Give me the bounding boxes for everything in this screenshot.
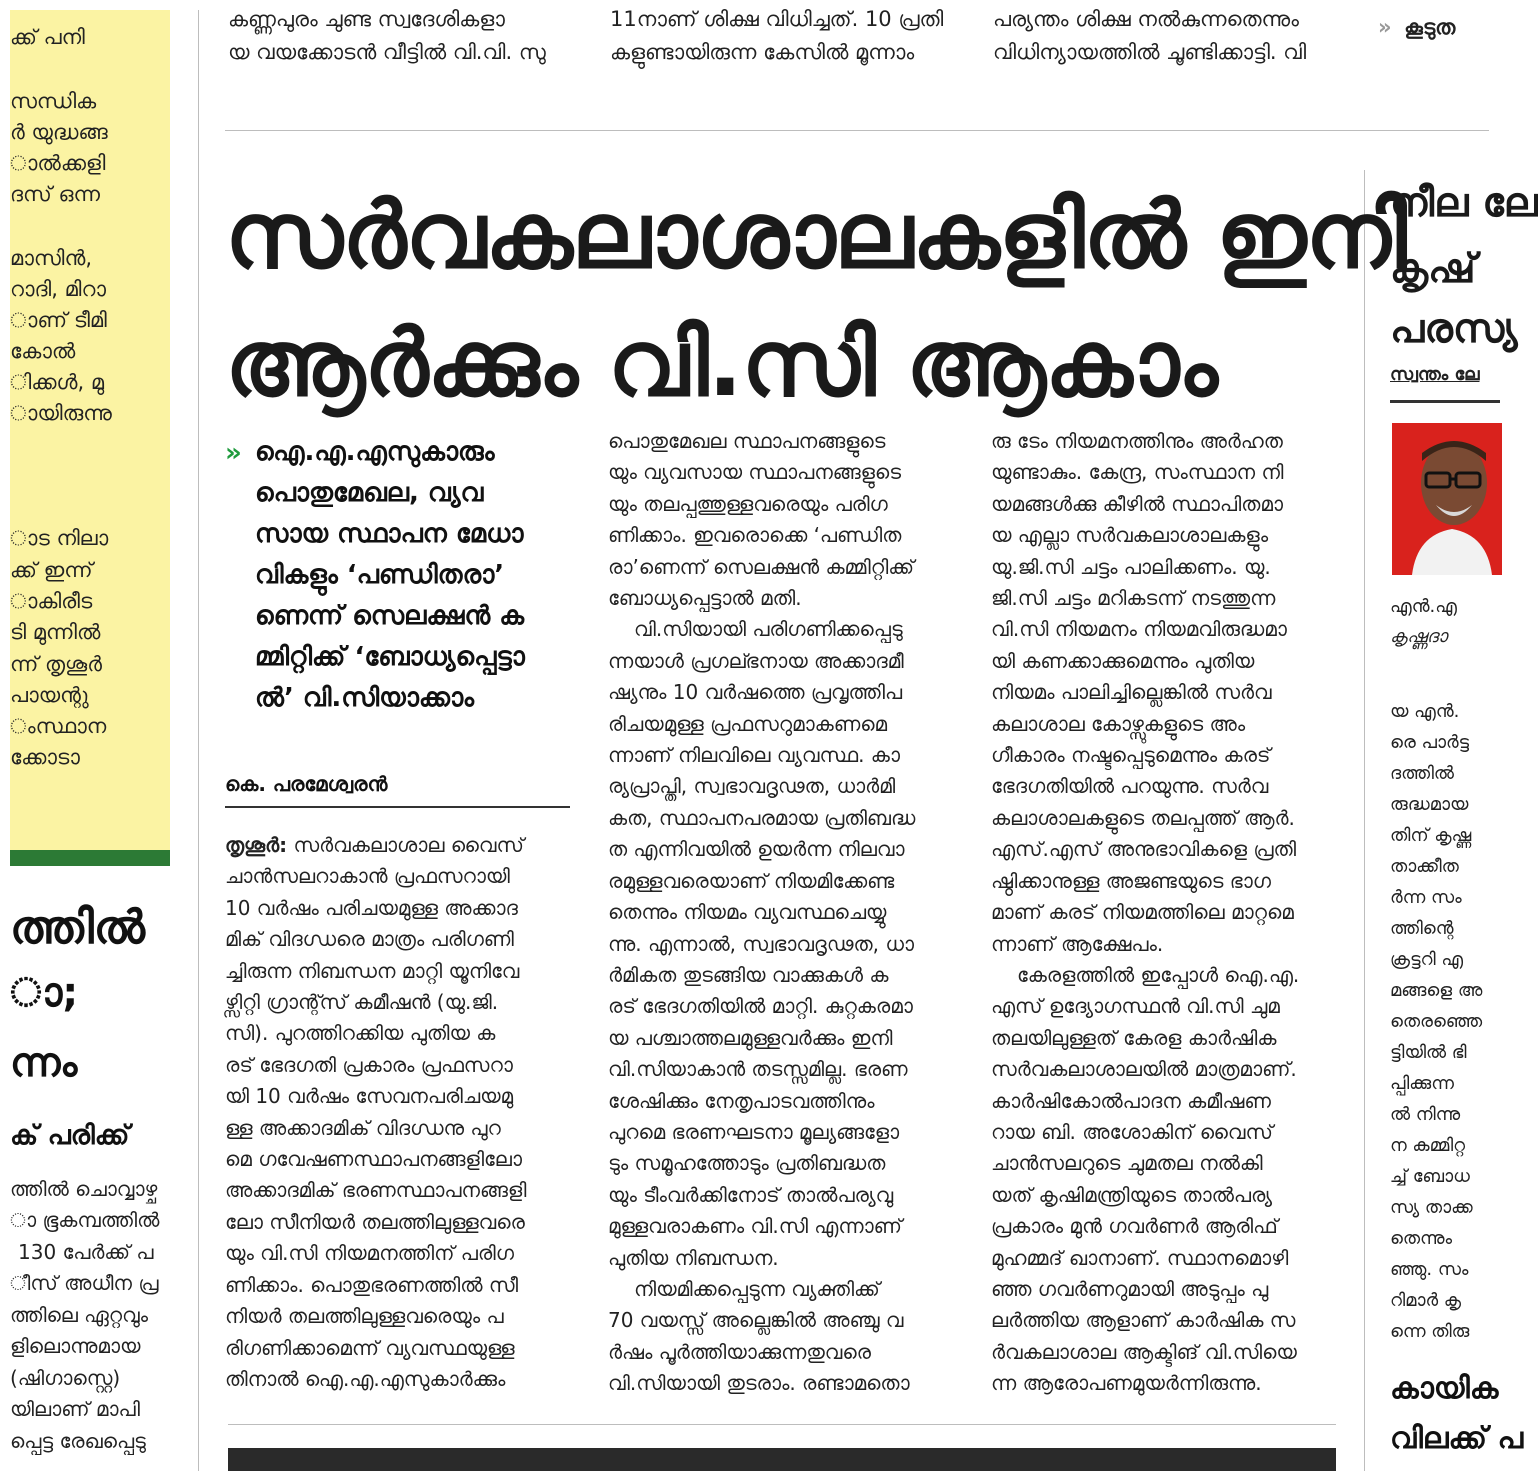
article-line: രമുള്ളവരെയാണ് നിയമിക്കേണ്ട [608, 868, 895, 893]
right-article-line: യ എൻ. [1390, 701, 1460, 722]
article-line: രട് ഭേദഗതി പ്രകാരം പ്രഫസറാ [225, 1052, 513, 1077]
right-article-line: ക്രട്ടറി എ [1390, 949, 1464, 970]
left-strip-line: ക്ക് ഇന്ന് [10, 558, 93, 582]
article-line: ഭേദഗതിയിൽ പറയുന്നു. സർവ [991, 774, 1269, 799]
right-article-line: താക്കീത [1390, 856, 1459, 877]
left-strip-line: ാൽക്കളി [10, 151, 106, 175]
right-article-line: സ്യ താക്ക [1390, 1197, 1473, 1218]
article-line: തലയിലുള്ളത് കേരള കാർഷിക [991, 1025, 1277, 1050]
article-line: യു.ജി.സി ചട്ടം പാലിക്കണം. യു. [991, 554, 1271, 579]
left-strip-line: ക്കോടാ [10, 745, 80, 769]
article-line: റായ ബി. അശോകിന് വൈസ് [991, 1119, 1273, 1144]
article-line: ർഷം പൂർത്തിയാക്കുന്നതുവരെ [608, 1339, 871, 1364]
top-story-line: 11നാണ് ശിക്ഷ വിധിച്ചത്. 10 പ്രതി [610, 7, 944, 31]
left-strip-line: കോൽ [10, 339, 76, 363]
article-line: രിചയമുള്ള പ്രഫസറുമാകണമെ [608, 711, 888, 736]
left-strip-line: ർ യുദ്ധങ്ങ [10, 120, 108, 144]
article-line: മെ ഗവേഷണസ്ഥാപനങ്ങളിലോ [225, 1147, 522, 1172]
article-line: ഞ്ഞ ഗവർണറുമായി അടുപ്പം പു [991, 1276, 1269, 1301]
left-sidebar-story [10, 10, 170, 860]
left-strip-line: ന്ന് തൃശൂർ [10, 652, 102, 676]
left-strip-line: ാണ് ടീമി [10, 308, 107, 332]
article-line: വി.സിയായി പരിഗണിക്കപ്പെടു [634, 617, 903, 642]
left-lower-line: ളിലൊന്നുമായ [10, 1334, 141, 1358]
article-line: ബോധ്യപ്പെട്ടാൽ മതി. [608, 586, 802, 611]
section-rule [225, 130, 1489, 131]
article-line: ത എന്നിവയിൽ ഉയർന്ന നിലവാ [608, 837, 905, 862]
right-article-line: ന്നെ തിരു [1390, 1321, 1470, 1342]
more-news-label: കൂടുത [1404, 15, 1456, 39]
article-line: ഷ്യനും 10 വർഷത്തെ പ്രവൃത്തിപ [608, 680, 903, 705]
right-article-line: മങ്ങളെ അ [1390, 980, 1483, 1001]
top-story-line: യ വയക്കോടൻ വീട്ടിൽ വി.വി. സു [228, 40, 546, 64]
left-strip-line: ക്ക് പനി [10, 25, 85, 49]
right-article-line: രുദ്ധമായ [1390, 794, 1469, 815]
left-lower-line: പ്പെട്ട രേഖപ്പെടു [10, 1429, 146, 1453]
byline: കെ. പരമേശ്വരൻ [225, 772, 388, 796]
article-line: തിനാൽ ഐ.എ.എസുകാർക്കും [225, 1366, 506, 1391]
article-line: ന്നയാൾ പ്രഗല്ഭനായ അക്കാദമീ [608, 648, 904, 673]
article-line: രാ’ണെന്ന് സെലക്ഷൻ കമ്മിറ്റിക്ക് [608, 554, 915, 579]
right-sidebar-story [1365, 168, 1538, 1471]
article-line: യും വി.സി നിയമനത്തിന് പരിഗ [225, 1241, 514, 1266]
highlight-line: ഐ.എ.എസുകാരും [255, 437, 495, 467]
article-line: യും തലപ്പത്തുള്ളവരെയും പരിഗ [608, 491, 888, 516]
left-lower-headline: ാ; [10, 970, 79, 1016]
left-strip-line: ാകിരീട [10, 589, 93, 613]
left-lower-line: യിലാണ് മാപി [10, 1397, 140, 1421]
highlight-line: ണെന്ന് സെലക്ഷൻ ക [255, 601, 525, 631]
article-line: അക്കാദമിക് ഭരണസ്ഥാപനങ്ങളി [225, 1178, 527, 1203]
top-story-line: വിധിന്യായത്തിൽ ചൂണ്ടിക്കാട്ടി. വി [993, 40, 1307, 64]
article-line: ന്ന ആരോപണമുയർന്നിരുന്നു. [991, 1371, 1262, 1396]
more-news-link[interactable] [1378, 12, 1455, 42]
right-article-line: ഞ്ഞു. സം [1390, 1259, 1469, 1280]
right-article-line: ൽ നിന്നു [1390, 1104, 1461, 1125]
left-lower-story [10, 890, 175, 1470]
article-line: ർവകലാശാല ആക്ടിങ് വി.സിയെ [991, 1339, 1297, 1364]
left-strip-line: ായിരുന്നു [10, 401, 112, 425]
left-lower-line: (ഷിഗാസ്റ്റെ) [10, 1366, 121, 1390]
article-line: വി.സി നിയമനം നിയമവിരുദ്ധമാ [991, 617, 1287, 642]
portrait-photo [1392, 423, 1502, 575]
main-headline [225, 180, 1406, 420]
right-article-line: ന കമ്മിറ്റ [1390, 1135, 1466, 1156]
left-lower-line: ാ ഭൂകമ്പത്തിൽ [10, 1208, 160, 1232]
dateline: തൃശൂർ: [225, 833, 288, 857]
left-lower-line: ീസ് അധീന പ്ര [10, 1271, 159, 1295]
right-headline-line: പരസ്യ [1390, 306, 1518, 352]
article-line: ഴ്സിറ്റി ഗ്രാന്റ്സ് കമീഷൻ (യു.ജി. [225, 990, 499, 1015]
article-line: 10 വർഷം പരിചയമുള്ള അക്കാദ [225, 895, 518, 920]
article-line: യും വ്യവസായ സ്ഥാപനങ്ങളുടെ [608, 460, 901, 485]
article-line: ച്ചിരുന്ന നിബന്ധന മാറ്റി യൂനിവേ [225, 958, 520, 983]
article-line: ലോ സീനിയർ തലത്തിലുള്ളവരെ [225, 1209, 525, 1234]
left-strip-line: മാസിൻ, [10, 246, 93, 270]
article-line: പൊതുമേഖല സ്ഥാപനങ്ങളുടെ [608, 429, 886, 453]
right-headline-line: നീല ‌ലേ [1390, 180, 1538, 226]
highlight-line: ൽ’ വി.സിയാക്കാം [255, 683, 474, 713]
top-story-line: കണ്ണപുരം ചുണ്ട സ്വദേശികളാ [228, 7, 505, 31]
left-strip-line: റാദി, മിറാ [10, 277, 107, 301]
article-line: വി.സിയാകാൻ തടസ്സമില്ല. ഭരണ [608, 1057, 908, 1082]
highlight-line: സായ സ്ഥാപന മേധാ [255, 519, 524, 549]
right-bottom-headline: വിലക്ക് പ [1390, 1421, 1524, 1456]
article-line: യമങ്ങൾക്കു കീഴിൽ സ്ഥാപിതമാ [991, 491, 1284, 516]
right-article-line: ത്തിന്റെ [1390, 918, 1454, 939]
article-line: യും ടീംവർക്കിനോട് താൽപര്യവു [608, 1182, 894, 1207]
article-line: യുണ്ടാകും. കേന്ദ്ര, സംസ്ഥാന നി [991, 460, 1284, 485]
right-article-line: തെന്നും [1390, 1228, 1453, 1249]
article-line: ര്യപ്രാപ്തി, സ്വഭാവദൃഢത, ധാർമി [608, 774, 896, 799]
highlight-line: വികളും ‘പണ്ഡിതരാ’ [255, 560, 505, 590]
article-line: ന്നു. എന്നാൽ, സ്വഭാവദൃഢത, ധാ [608, 931, 915, 956]
section-rule [228, 1424, 1336, 1425]
article-line: പ്രകാരം മുൻ ഗവർണർ ആരിഫ് [991, 1214, 1278, 1239]
double-chevron-icon: » [225, 438, 242, 468]
highlight-line: പൊതുമേഖല, വ്യവ [255, 478, 484, 508]
article-line: ന്നാണ് ആക്ഷേപം. [991, 931, 1164, 956]
article-line: കത, സ്ഥാപനപരമായ പ്രതിബദ്ധ [608, 805, 916, 830]
left-strip-line: പായന്റു [10, 683, 89, 707]
article-line: സർവകലാശാല വൈസ് [287, 833, 524, 857]
left-lower-subhead: ക് പരിക്ക് [10, 1120, 130, 1151]
portrait-illustration [1392, 423, 1502, 575]
right-byline-rule [1390, 400, 1500, 403]
article-line: കാർഷികോൽപാദന കമീഷണ [991, 1088, 1271, 1113]
article-line: നിയമിക്കപ്പെടുന്ന വ്യക്തിക്ക് [634, 1276, 880, 1301]
article-line: യത് കൃഷിമന്ത്രിയുടെ താൽപര്യ [991, 1182, 1272, 1207]
left-lower-line: 130 പേർക്ക് പ [18, 1240, 154, 1264]
right-article-line: റിമാർ കൃ [1390, 1290, 1461, 1311]
bottom-photo-strip [228, 1448, 1336, 1471]
article-line: രട് ഭേദഗതിയിൽ മാറ്റി. കുറ്റകരമാ [608, 994, 913, 1019]
article-line: ശേഷിക്കും നേതൃപാടവത്തിനും [608, 1088, 875, 1113]
headline-line-1: സർവകലാശാലകളിൽ ഇനി [225, 182, 1406, 289]
article-line: മുഹമ്മദ് ഖാനാണ്. സ്ഥാനമൊഴി [991, 1245, 1289, 1270]
column-rule [198, 10, 199, 1471]
top-story-line: പര്യന്തം ശിക്ഷ നൽകുന്നതെന്നും [993, 7, 1299, 31]
article-line: ചാൻസലറാകാൻ പ്രഫസറായി [225, 864, 510, 889]
article-line: വി.സിയായി തുടരാം. രണ്ടാമതൊ [608, 1371, 910, 1396]
photo-caption: എൻ.എ [1390, 596, 1457, 617]
left-strip-line: ടി മുന്നിൽ [10, 620, 101, 644]
article-line: തെന്നും നിയമം വ്യവസ്ഥചെയ്യു [608, 900, 887, 925]
highlight-line: മ്മിറ്റിക്ക് ‘ബോധ്യപ്പെട്ടാ [255, 642, 525, 672]
left-lower-headline: ന്നം [10, 1040, 78, 1086]
article-line: സി). പുറത്തിറക്കിയ പുതിയ ക [225, 1021, 496, 1046]
article-line: ള്ള അക്കാദമിക് വിദഗ്ധനു പുറ [225, 1115, 501, 1140]
left-strip-line: ിക്കൾ, മു [10, 370, 105, 394]
article-line: ണിക്കാം. ഇവരൊക്കെ ‘പണ്ഡിത [608, 523, 902, 548]
left-strip-line: ംസ്ഥാന [10, 714, 107, 738]
left-lower-line: ത്തിൽ ചൊവ്വാഴ്ച [10, 1177, 158, 1201]
article-line: ന്നാണ് നിലവിലെ വ്യവസ്ഥ. കാ [608, 743, 901, 768]
right-article-line: ർന്ന സം [1390, 887, 1462, 908]
article-line: കലാശാല കോഴ്സുകളുടെ അം [991, 711, 1246, 736]
right-article-line: തെരഞ്ഞെ [1390, 1011, 1483, 1032]
article-column-3 [991, 426, 1341, 1400]
article-line: മിക് വിദഗ്ധരെ മാത്രം പരിഗണി [225, 927, 514, 952]
article-line: ടും സമൂഹത്തോടും പ്രതിബദ്ധത [608, 1151, 886, 1176]
article-line: ലർത്തിയ ആളാണ് കാർഷിക സ [991, 1308, 1296, 1333]
article-column-1 [225, 830, 575, 1395]
article-line: മാണ് കരട് നിയമത്തിലെ മാറ്റമെ [991, 900, 1294, 925]
article-line: മുള്ളവരാകണം വി.സി എന്നാണ് [608, 1214, 902, 1239]
green-divider-bar [10, 850, 170, 866]
article-line: ണിക്കാം. പൊതുഭരണത്തിൽ സീ [225, 1272, 519, 1297]
story-highlight [255, 432, 575, 719]
byline-rule [225, 806, 570, 808]
article-line: യി 10 വർഷം സേവനപരിചയമു [225, 1084, 514, 1109]
left-strip-line: സന്ധിക [10, 89, 97, 113]
left-strip-line: ദസ് ഒന്ന [10, 182, 100, 206]
left-lower-headline: ത്തിൽ [10, 900, 146, 954]
article-line: ഗീകാരം നഷ്ടപ്പെടുമെന്നും കരട് [991, 743, 1271, 768]
photo-caption: കൃഷ്ണദാ [1390, 626, 1448, 647]
article-column-2 [608, 426, 958, 1400]
article-line: നിയർ തലത്തിലുള്ളവരെയും പ [225, 1304, 504, 1329]
right-article-line: പ്പിക്കുന്ന [1390, 1073, 1454, 1094]
article-line: യ പശ്ചാത്തലമുള്ളവർക്കും ഇനി [608, 1025, 893, 1050]
article-line: രിഗണിക്കാമെന്ന് വ്യവസ്ഥയുള്ള [225, 1335, 515, 1360]
article-line: സർവകലാശാലയിൽ മാത്രമാണ്. [991, 1057, 1297, 1082]
right-article-line: ച്ച് ബോധ [1390, 1166, 1470, 1187]
left-lower-line: ത്തിലെ ഏറ്റവും [10, 1303, 149, 1327]
right-headline-line: കൃഷ് [1390, 246, 1476, 292]
article-line: എസ്.എസ് അനുഭാവികളെ പ്രതി [991, 837, 1297, 862]
left-strip-line: ാട നിലാ [10, 526, 109, 550]
right-article-line: രെ പാർട്ട [1390, 732, 1470, 753]
article-line: യ എല്ലാ സർവകലാശാലകളും [991, 523, 1269, 548]
article-line: ഷ്ഠിക്കാനുള്ള അജണ്ടയുടെ ഭാഗ [991, 868, 1271, 893]
headline-line-2: ആർക്കും വി.സി ആകാം [225, 310, 1217, 417]
right-byline: സ്വന്തം ലേ [1390, 364, 1480, 385]
article-line: കലാശാലകളുടെ തലപ്പത്ത് ആർ. [991, 805, 1295, 830]
right-article-line: ദത്തിൽ [1390, 763, 1454, 784]
article-line: എസ് ഉദ്യോഗസ്ഥൻ വി.സി ചുമ [991, 994, 1280, 1019]
article-line: 70 വയസ്സ് അല്ലെങ്കിൽ അഞ്ചു വ [608, 1308, 904, 1333]
right-article-line: ട്ടിയിൽ ഭി [1390, 1042, 1467, 1063]
article-line: യി കണക്കാക്കുമെന്നും പുതിയ [991, 648, 1255, 673]
right-bottom-headline: കായിക [1390, 1371, 1499, 1406]
article-line: ചാൻസലറുടെ ചുമതല നൽകി [991, 1151, 1263, 1176]
article-line: നിയമം പാലിച്ചില്ലെങ്കിൽ സർവ [991, 680, 1272, 705]
article-line: രു ടേം നിയമനത്തിനും അർഹത [991, 429, 1283, 453]
article-line: കേരളത്തിൽ ഇപ്പോൾ ഐ.എ. [1017, 962, 1300, 987]
article-line: ർമികത തുടങ്ങിയ വാക്കുകൾ ക [608, 962, 889, 987]
article-line: പുറമെ ഭരണഘടനാ മൂല്യങ്ങളോ [608, 1119, 900, 1144]
article-line: പുതിയ നിബന്ധന. [608, 1245, 779, 1270]
article-line: ജി.സി ചട്ടം മറികടന്ന് നടത്തുന്ന [991, 586, 1276, 611]
right-article-line: തിന് കൃഷ്ണ [1390, 825, 1472, 846]
double-chevron-icon: » [1378, 15, 1392, 39]
top-story-line: കളുണ്ടായിരുന്ന കേസിൽ മൂന്നാം [610, 40, 915, 64]
